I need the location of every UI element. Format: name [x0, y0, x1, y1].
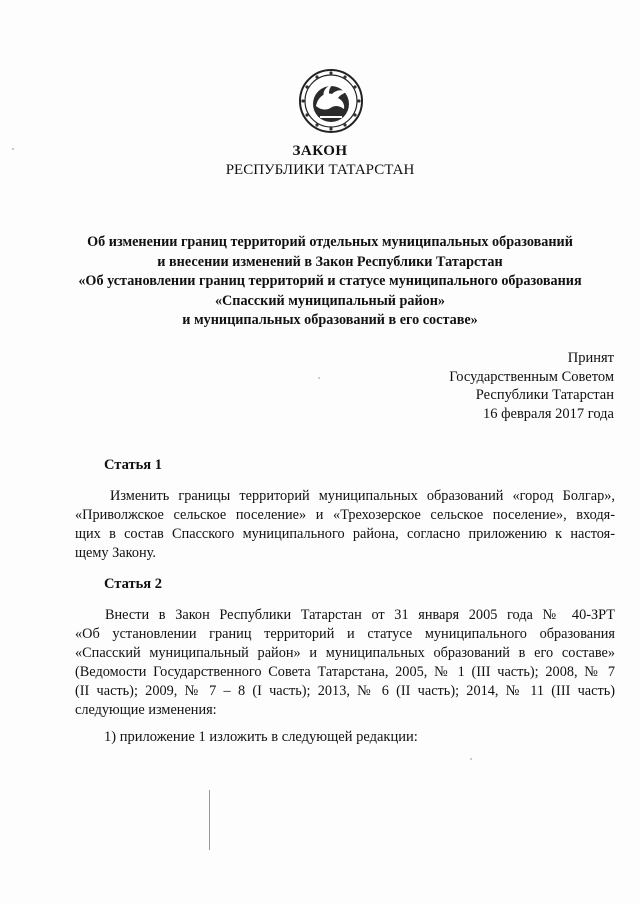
adoption-date: 16 февраля 2017 года	[482, 405, 614, 422]
text-line: Изменить границы территорий муниципальных образований «город Болгар»,	[110, 488, 615, 504]
heading-line: «Спасский муниципальный район»	[214, 292, 446, 309]
text-line: (II часть); 2009, № 7 – 8 (I часть); 2013, № 6 (II часть); 2014, № 11 (III часть)	[75, 683, 615, 699]
scan-speck	[318, 377, 320, 379]
text-line: «Приволжское сельское поселение» и «Трехозерское сельское поселение», входя-	[75, 507, 615, 523]
republic-title: РЕСПУБЛИКИ ТАТАРСТАН	[225, 162, 415, 178]
article-2-text	[75, 606, 615, 720]
law-title: ЗАКОН	[292, 143, 348, 159]
heading-line: «Об установлении границ территорий и статусе муниципального образования	[78, 273, 582, 289]
text-line: «Спасский муниципальный район» и муниципальных образований в его составе»	[75, 645, 615, 661]
scan-speck	[12, 148, 14, 150]
heading-line: и муниципальных образований в его составе»	[182, 312, 478, 328]
article-1-title: Статья 1	[104, 457, 162, 473]
law-heading	[60, 233, 600, 331]
heading-line: и внесении изменений в Закон Республики Татарстан	[157, 253, 503, 270]
adoption-note	[449, 349, 614, 423]
amendment-item-1: 1) приложение 1 изложить в следующей редакции:	[104, 729, 418, 745]
text-line: щих в состав Спасского муниципального района, согласно приложению к настоя-	[75, 526, 615, 542]
adoption-line: Принят	[567, 350, 614, 366]
article-1-text	[75, 487, 615, 563]
adoption-line: Государственным Советом	[449, 368, 614, 385]
text-line: щему Закону.	[75, 545, 156, 561]
text-line: Внести в Закон Республики Татарстан от 31 января 2005 года № 40-ЗРТ	[105, 607, 615, 623]
scan-margin-mark	[209, 790, 210, 850]
scan-speck	[470, 758, 472, 760]
text-line: (Ведомости Государственного Совета Татарстана, 2005, № 1 (III часть); 2008, № 7	[75, 664, 615, 680]
adoption-line: Республики Татарстан	[475, 387, 614, 403]
text-line: следующие изменения:	[75, 702, 217, 718]
heading-line: Об изменении границ территорий отдельных муниципальных образований	[87, 234, 573, 250]
article-2-title: Статья 2	[104, 576, 162, 592]
tatarstan-coat-of-arms-icon	[298, 68, 364, 134]
text-line: «Об установлении границ территорий и статусе муниципального образования	[75, 626, 615, 642]
